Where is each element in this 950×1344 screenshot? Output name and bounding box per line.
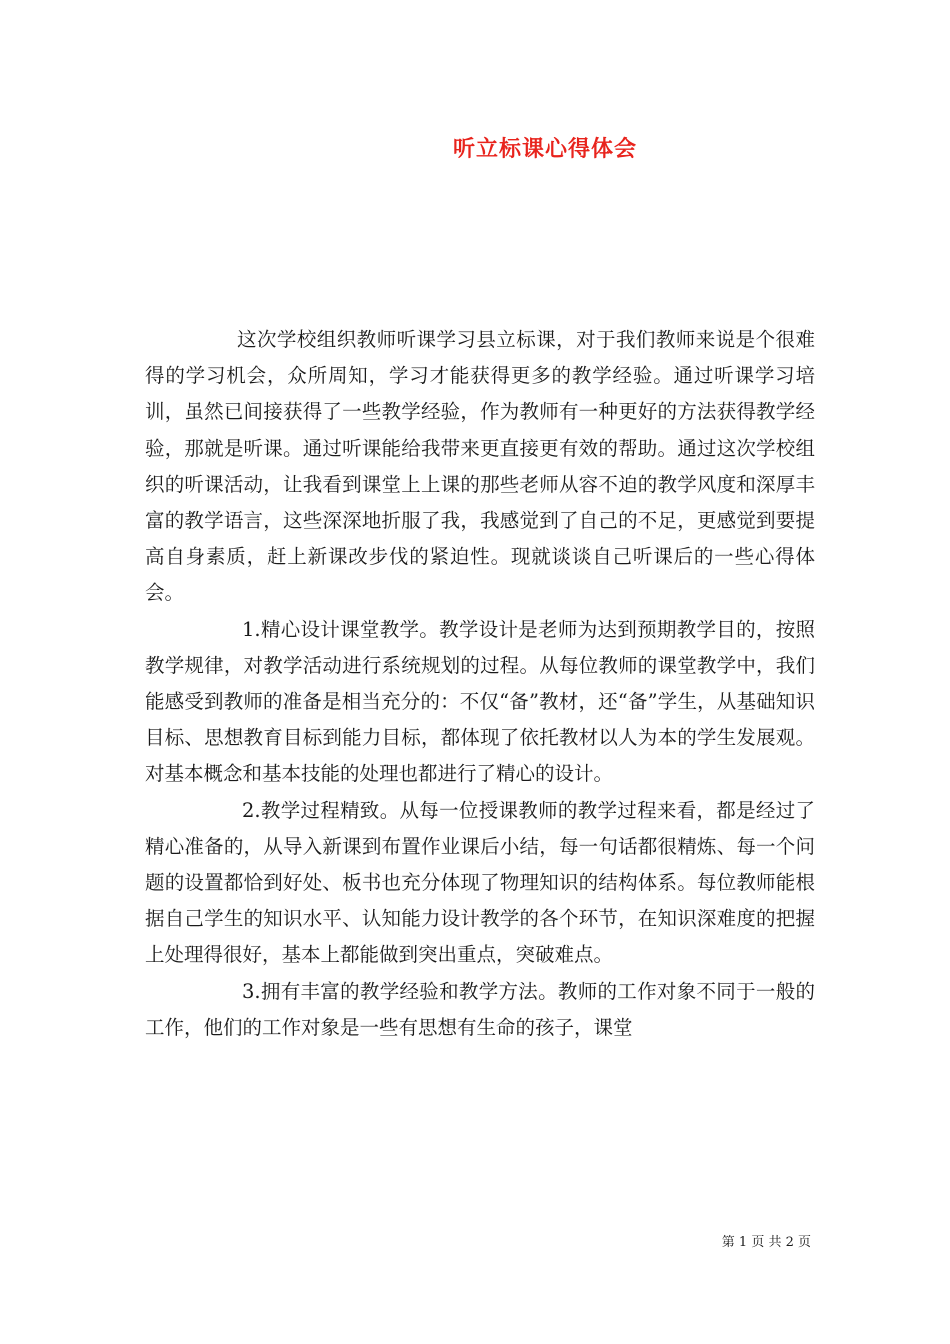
document-title: 听立标课心得体会 — [452, 136, 637, 162]
page-number-footer: 第 1 页 共 2 页 — [721, 1235, 811, 1250]
paragraph-point-3: 3.拥有丰富的教学经验和教学方法。教师的工作对象不同于一般的工作，他们的工作对象是一些有思想有生命的孩子，课堂 — [145, 979, 815, 1039]
paragraph-point-1: 1.精心设计课堂教学。教学设计是老师为达到预期教学目的，按照教学规律，对教学活动进行系统规划的过程。从每位教师的课堂教学中，我们能感受到教师的准备是相当充分的：不仅“备”教材，还“备”学生，从基础知识目标、思想教育目标到能力目标，都体现了依托教材以人为本的学生发展观。对基本概念和基本技能的处理也都进行了精心的设计。 — [145, 617, 815, 786]
paragraph-point-2: 2.教学过程精致。从每一位授课教师的教学过程来看，都是经过了精心准备的，从导入新课到布置作业课后小结，每一句话都很精炼、每一个问题的设置都恰到好处、板书也充分体现了物理知识的结构体系。每位教师能根据自己学生的知识水平、认知能力设计教学的各个环节，在知识深难度的把握上处理得很好，基本上都能做到突出重点，突破难点。 — [145, 798, 815, 967]
paragraph-intro: 这次学校组织教师听课学习县立标课，对于我们教师来说是个很难得的学习机会，众所周知，学习才能获得更多的教学经验。通过听课学习培训，虽然已间接获得了一些教学经验，作为教师有一种更好的方法获得教学经验，那就是听课。通过听课能给我带来更直接更有效的帮助。通过这次学校组织的听课活动，让我看到课堂上上课的那些老师从容不迫的教学风度和深厚丰富的教学语言，这些深深地折服了我，我感觉到了自己的不足，更感觉到要提高自身素质，赶上新课改步伐的紧迫性。现就谈谈自己听课后的一些心得体会。 — [145, 328, 815, 605]
document-body — [145, 322, 815, 1046]
